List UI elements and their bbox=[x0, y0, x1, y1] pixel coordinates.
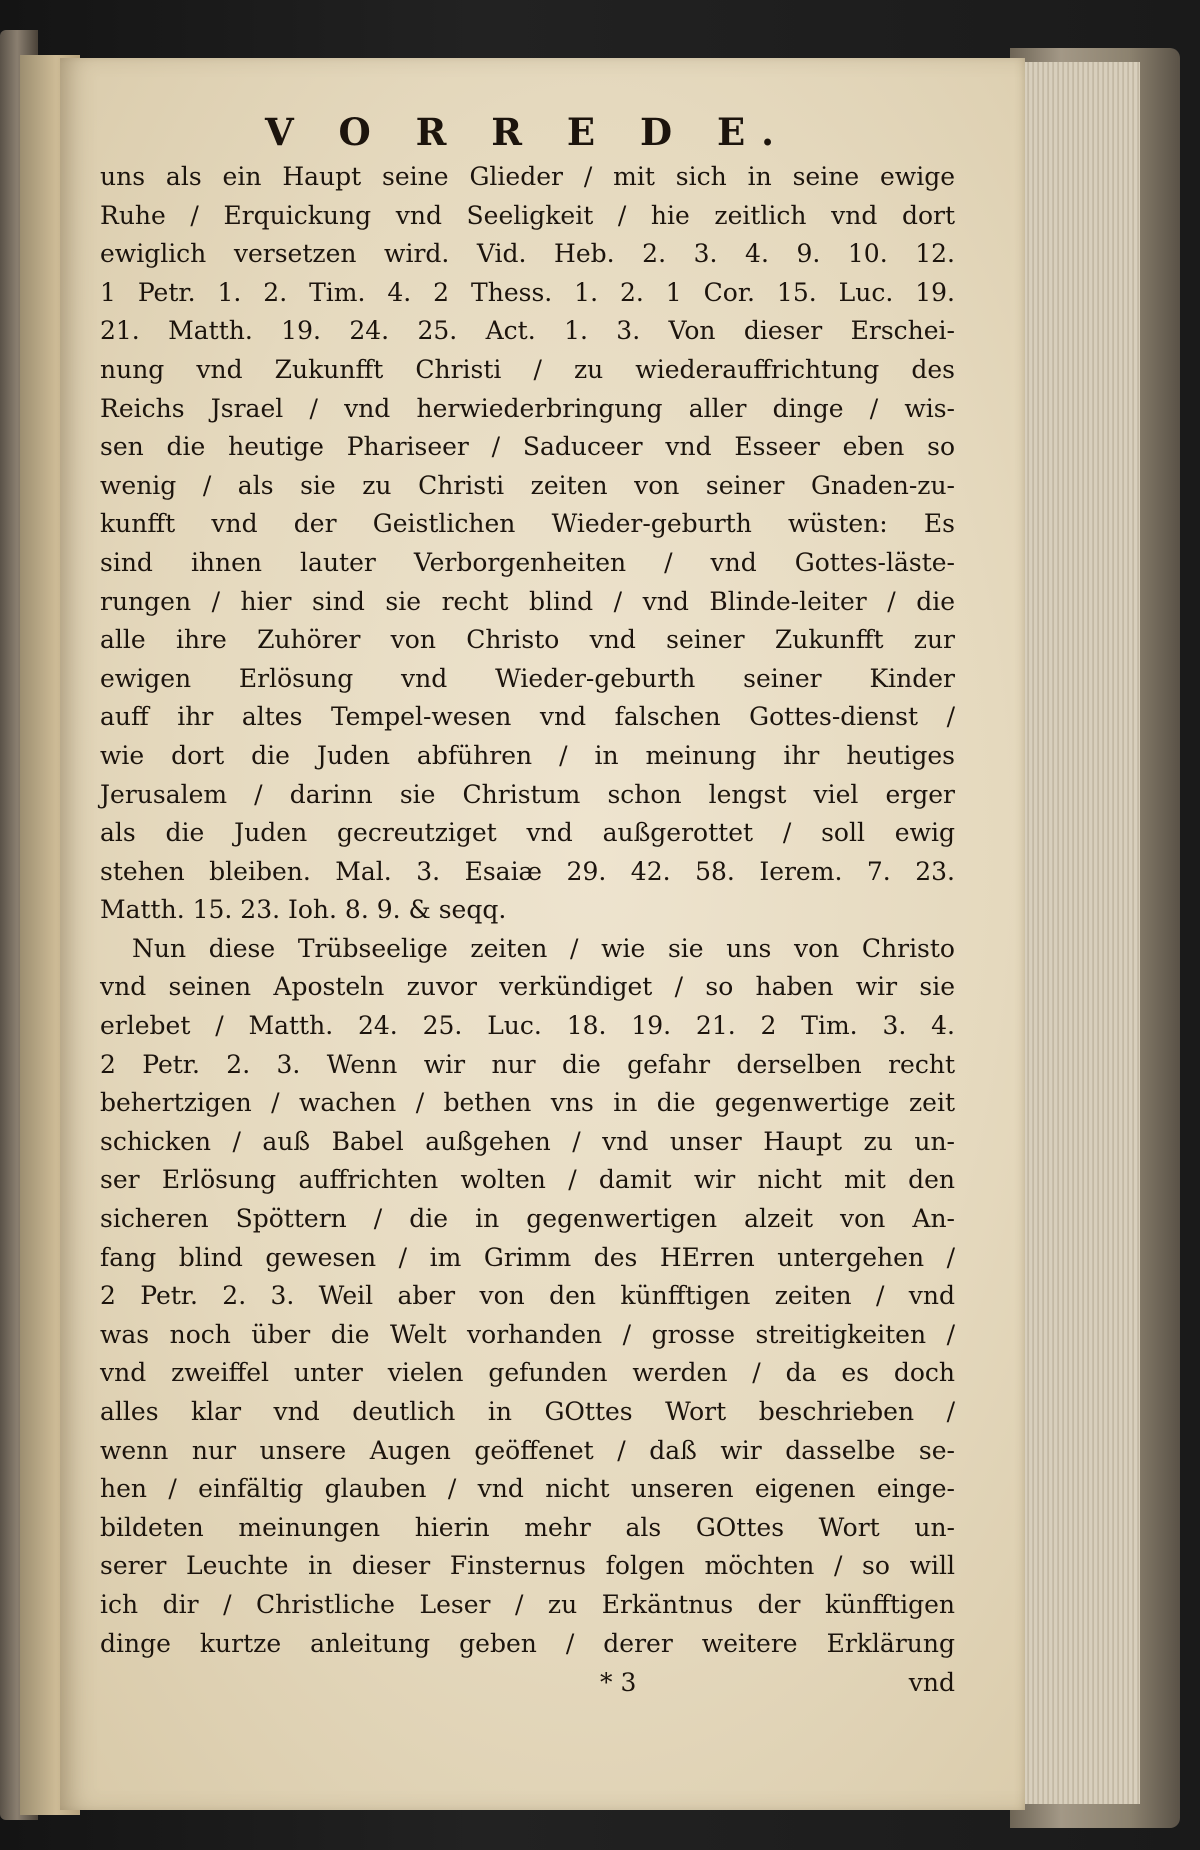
text-line: 2 Petr. 2. 3. Wenn wir nur die gefahr derselben recht bbox=[100, 1049, 955, 1079]
text-line: Ruhe / Erquickung vnd Seeligkeit / hie zeitlich vnd dort bbox=[100, 200, 955, 230]
text-line: wenig / als sie zu Christi zeiten von seiner Gnaden-zu- bbox=[100, 470, 955, 500]
text-line: wenn nur unsere Augen geöffenet / daß wir dasselbe se- bbox=[100, 1435, 955, 1465]
text-line: Matth. 15. 23. Ioh. 8. 9. & seqq. bbox=[100, 895, 507, 925]
text-line: nung vnd Zukunfft Christi / zu wiederauffrichtung des bbox=[100, 354, 955, 384]
text-line: stehen bleiben. Mal. 3. Esaiæ 29. 42. 58. Ierem. 7. 23. bbox=[100, 856, 955, 886]
text-line: kunfft vnd der Geistlichen Wieder-geburth wüsten: Es bbox=[100, 509, 955, 539]
text-line: was noch über die Welt vorhanden / grosse streitigkeiten / bbox=[100, 1319, 955, 1349]
page-stack-edge bbox=[1020, 62, 1140, 1804]
running-header: V O R R E D E. bbox=[264, 110, 791, 154]
text-line: ser Erlösung auffrichten wolten / damit wir nicht mit den bbox=[100, 1165, 955, 1195]
text-line: vnd seinen Aposteln zuvor verkündiget / so haben wir sie bbox=[100, 972, 955, 1002]
page-footer bbox=[100, 1663, 955, 1703]
text-line: Jerusalem / darinn sie Christum schon lengst viel erger bbox=[100, 779, 955, 809]
text-line: ewigen Erlösung vnd Wieder-geburth seiner Kinder bbox=[100, 663, 955, 693]
text-line: Nun diese Trübseelige zeiten / wie sie uns von Christo bbox=[132, 933, 955, 963]
text-line: ewiglich versetzen wird. Vid. Heb. 2. 3. 4. 9. 10. 12. bbox=[100, 239, 955, 269]
text-line: ich dir / Christliche Leser / zu Erkäntnus der künfftigen bbox=[100, 1589, 955, 1619]
text-line: dinge kurtze anleitung geben / derer weitere Erklärung bbox=[100, 1628, 955, 1658]
text-line: bildeten meinungen hierin mehr als GOttes Wort un- bbox=[100, 1512, 955, 1542]
signature-mark: * 3 bbox=[600, 1668, 637, 1698]
catchword: vnd bbox=[908, 1668, 955, 1698]
text-line: wie dort die Juden abführen / in meinung ihr heutiges bbox=[100, 740, 955, 770]
text-line: sen die heutige Phariseer / Saduceer vnd Esseer eben so bbox=[100, 432, 955, 462]
text-line: rungen / hier sind sie recht blind / vnd Blinde-leiter / die bbox=[100, 586, 955, 616]
text-line: sind ihnen lauter Verborgenheiten / vnd Gottes-läste- bbox=[100, 547, 955, 577]
book-page bbox=[60, 58, 1025, 1810]
text-line: serer Leuchte in dieser Finsternus folgen möchten / so will bbox=[100, 1551, 955, 1581]
text-line: sicheren Spöttern / die in gegenwertigen alzeit von An- bbox=[100, 1204, 955, 1234]
text-line: auff ihr altes Tempel-wesen vnd falschen Gottes-dienst / bbox=[100, 702, 955, 732]
text-line: fang blind gewesen / im Grimm des HErren untergehen / bbox=[100, 1242, 955, 1272]
text-line: erlebet / Matth. 24. 25. Luc. 18. 19. 21. 2 Tim. 3. 4. bbox=[100, 1011, 955, 1041]
text-line: hen / einfältig glauben / vnd nicht unseren eigenen einge- bbox=[100, 1474, 955, 1504]
text-line: uns als ein Haupt seine Glieder / mit sich in seine ewige bbox=[100, 162, 955, 191]
text-line: 2 Petr. 2. 3. Weil aber von den künfftigen zeiten / vnd bbox=[100, 1281, 955, 1311]
text-line: 21. Matth. 19. 24. 25. Act. 1. 3. Von dieser Erschei- bbox=[100, 316, 955, 346]
text-line: Reichs Jsrael / vnd herwiederbringung aller dinge / wis- bbox=[100, 393, 955, 423]
text-line: 1 Petr. 1. 2. Tim. 4. 2 Thess. 1. 2. 1 Cor. 15. Luc. 19. bbox=[100, 277, 955, 307]
text-line: behertzigen / wachen / bethen vns in die gegenwertige zeit bbox=[100, 1088, 955, 1118]
text-line: alle ihre Zuhörer von Christo vnd seiner Zukunfft zur bbox=[100, 625, 955, 655]
text-line: als die Juden gecreutziget vnd außgerottet / soll ewig bbox=[100, 818, 955, 848]
text-line: schicken / auß Babel außgehen / vnd unser Haupt zu un- bbox=[100, 1126, 955, 1156]
text-line: vnd zweiffel unter vielen gefunden werden / da es doch bbox=[100, 1358, 955, 1388]
text-line: alles klar vnd deutlich in GOttes Wort beschrieben / bbox=[100, 1397, 955, 1426]
text-block bbox=[100, 108, 955, 1703]
